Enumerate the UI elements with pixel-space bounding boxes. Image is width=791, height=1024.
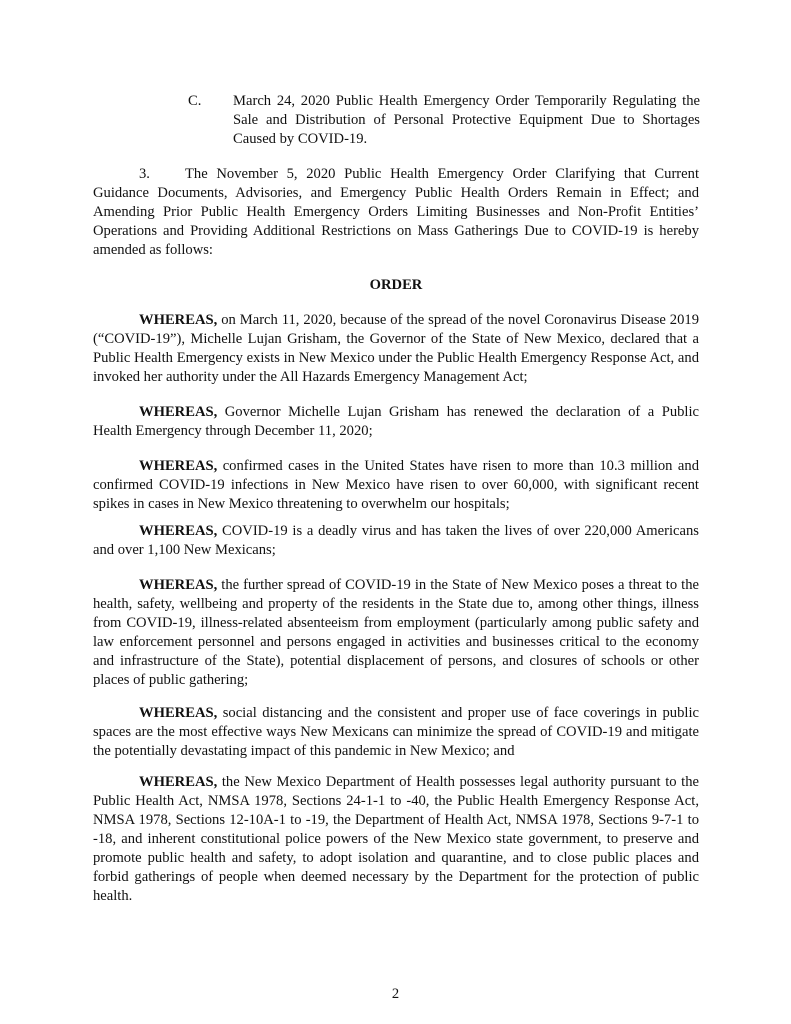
whereas-lead: WHEREAS, <box>139 577 218 593</box>
order-heading: ORDER <box>369 277 423 293</box>
whereas-text: the New Mexico Department of Health possesses legal authority pursuant to the Public Health Act, NMSA 1978, Sections 24-1-1 to -40, the Public Health Emergency Response Act, NMSA 1978, Sections 12-10A-1 to -19, the Department of Health Act, NMSA 1978, Sections 9-7-1 to -18, and inherent constitutional police powers of the New Mexico state government, to preserve and promote public health and safety, to adopt isolation and quarantine, and to close public places and forbid gatherings of people when deemed necessary by the Department for the protection of public health. <box>93 774 699 904</box>
numbered-paragraph-3 <box>93 165 699 260</box>
whereas-clause <box>93 457 699 514</box>
whereas-lead: WHEREAS, <box>139 458 218 474</box>
page-number: 2 <box>391 986 400 1002</box>
whereas-clause <box>93 576 699 690</box>
whereas-clause <box>93 403 699 441</box>
list-item-c <box>188 92 700 149</box>
whereas-text: the further spread of COVID-19 in the State of New Mexico poses a threat to the health, safety, wellbeing and property of the residents in the State due to, among other things, illness from COVID-19, illness-related absenteeism from employment (particularly among public safety and law enforcement personnel and persons engaged in activities and businesses critical to the economy and infrastructure of the State), potential displacement of persons, and closures of schools or other places of public gathering; <box>93 577 699 688</box>
whereas-lead: WHEREAS, <box>139 312 218 328</box>
paragraph-text: The November 5, 2020 Public Health Emergency Order Clarifying that Current Guidance Documents, Advisories, and Emergency Public Health Orders Remain in Effect; and Amending Prior Public Health Emergency Orders Limiting Businesses and Non-Profit Entities’ Operations and Providing Additional Restrictions on Mass Gatherings Due to COVID-19 is hereby amended as follows: <box>93 166 699 258</box>
whereas-text: on March 11, 2020, because of the spread of the novel Coronavirus Disease 2019 (“COVID-19”), Michelle Lujan Grisham, the Governor of the State of New Mexico, declared that a Public Health Emergency exists in New Mexico under the Public Health Emergency Response Act, and invoked her authority under the All Hazards Emergency Management Act; <box>93 312 699 385</box>
whereas-clause <box>93 704 699 761</box>
whereas-text: social distancing and the consistent and proper use of face coverings in public spaces are the most effective ways New Mexicans can minimize the spread of COVID-19 and mitigate the potentially devastating impact of this pandemic in New Mexico; and <box>93 705 699 759</box>
list-item-label: C. <box>188 93 202 109</box>
paragraph-number: 3. <box>139 166 150 182</box>
whereas-lead: WHEREAS, <box>139 705 218 721</box>
whereas-text: confirmed cases in the United States have risen to more than 10.3 million and confirmed COVID-19 infections in New Mexico have risen to over 60,000, with significant recent spikes in cases in New Mexico threatening to overwhelm our hospitals; <box>93 458 699 512</box>
whereas-clause <box>93 773 699 906</box>
whereas-text: Governor Michelle Lujan Grisham has renewed the declaration of a Public Health Emergency through December 11, 2020; <box>93 404 699 439</box>
whereas-lead: WHEREAS, <box>139 774 218 790</box>
whereas-text: COVID-19 is a deadly virus and has taken the lives of over 220,000 Americans and over 1,100 New Mexicans; <box>93 523 699 558</box>
whereas-clause <box>93 311 699 387</box>
whereas-clause <box>93 522 699 560</box>
list-item-text: March 24, 2020 Public Health Emergency Order Temporarily Regulating the Sale and Distribution of Personal Protective Equipment Due to Shortages Caused by COVID-19. <box>233 93 700 147</box>
whereas-lead: WHEREAS, <box>139 523 218 539</box>
whereas-lead: WHEREAS, <box>139 404 218 420</box>
